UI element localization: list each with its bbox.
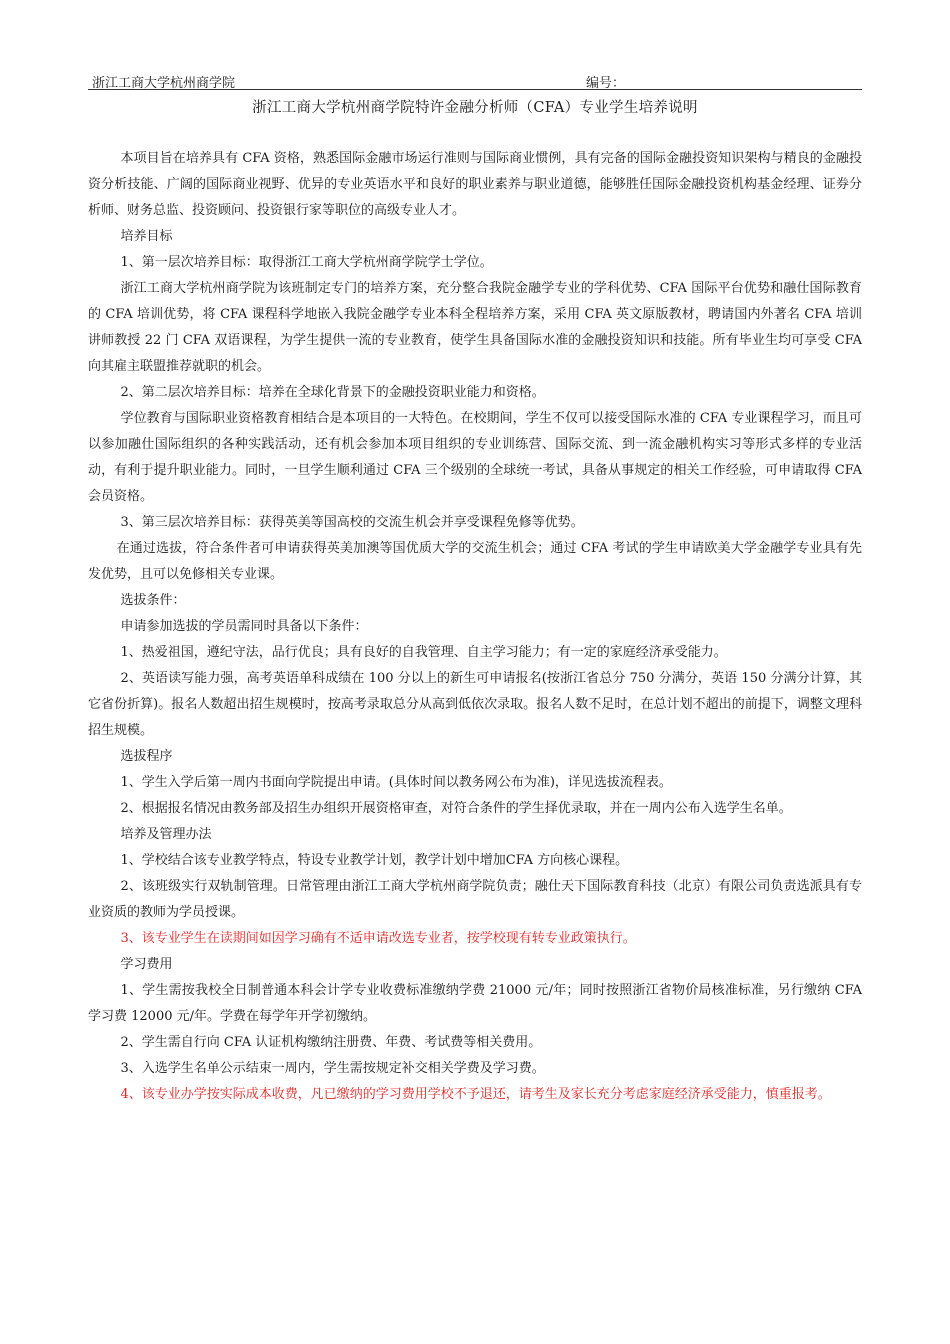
- management-item-2: 2、该班级实行双轨制管理。日常管理由浙江工商大学杭州商学院负责；融仕天下国际教育科技（北京）有限公司负责选派具有专业资质的教师为学员授课。: [88, 879, 862, 920]
- section-heading-procedure: 选拔程序: [120, 749, 173, 764]
- document-body: [88, 146, 862, 1108]
- criteria-intro: 申请参加选拔的学员需同时具备以下条件：: [120, 619, 368, 634]
- fees-item-1: 1、学生需按我校全日制普通本科会计学专业收费标准缴纳学费 21000 元/年；同时按照浙江省物价局核准标准，另行缴纳 CFA 学习费 12000 元/年。学费在每学年开学初缴纳。: [88, 983, 862, 1024]
- fees-item-3: 3、入选学生名单公示结束一周内，学生需按规定补交相关学费及学习费。: [120, 1061, 545, 1076]
- procedure-item-1: 1、学生入学后第一周内书面向学院提出申请。(具体时间以教务网公布为准)，详见选拔流程表。: [120, 775, 672, 790]
- page-header: [88, 70, 862, 90]
- intro-paragraph: 本项目旨在培养具有 CFA 资格，熟悉国际金融市场运行准则与国际商业惯例，具有完备的国际金融投资知识架构与精良的金融投资分析技能、广阔的国际商业视野、优异的专业英语水平和良好的职业素养与职业道德，能够胜任国际金融投资机构基金经理、证券分析师、财务总监、投资顾问、投资银行家等职位的高级专业人才。: [88, 151, 862, 218]
- goal-level-1-detail: 浙江工商大学杭州商学院为该班制定专门的培养方案，充分整合我院金融学专业的学科优势、CFA 国际平台优势和融仕国际教育的 CFA 培训优势，将 CFA 课程科学地嵌入我院金融学专业本科全程培养方案，采用 CFA 英文原版教材，聘请国内外著名 CFA 培训讲师教授 22 门 CFA 双语课程，为学生提供一流的专业教育，使学生具备国际水准的金融投资知识和技能。所有毕业生均可享受 CFA 向其雇主联盟推荐就职的机会。: [88, 281, 862, 374]
- management-item-1: 1、学校结合该专业教学特点，特设专业教学计划，教学计划中增加CFA 方向核心课程。: [120, 853, 629, 868]
- goal-level-2: 2、第二层次培养目标：培养在全球化背景下的金融投资职业能力和资格。: [120, 385, 545, 400]
- management-item-3-notice: 3、该专业学生在读期间如因学习确有不适申请改选专业者，按学校现有转专业政策执行。: [120, 931, 636, 946]
- criteria-item-1: 1、热爱祖国，遵纪守法，品行优良；具有良好的自我管理、自主学习能力；有一定的家庭经济承受能力。: [120, 645, 727, 660]
- procedure-item-2: 2、根据报名情况由教务部及招生办组织开展资格审查，对符合条件的学生择优录取，并在一周内公布入选学生名单。: [120, 801, 792, 816]
- section-heading-management: 培养及管理办法: [120, 827, 212, 842]
- goal-level-3-detail: 在通过选拔，符合条件者可申请获得英美加澳等国优质大学的交流生机会；通过 CFA 考试的学生申请欧美大学金融学专业具有先发优势，且可以免修相关专业课。: [88, 541, 862, 582]
- document-title: 浙江工商大学杭州商学院特许金融分析师（CFA）专业学生培养说明: [252, 100, 698, 116]
- fees-item-2: 2、学生需自行向 CFA 认证机构缴纳注册费、年费、考试费等相关费用。: [120, 1035, 542, 1050]
- section-heading-criteria: 选拔条件：: [120, 593, 186, 608]
- goal-level-3: 3、第三层次培养目标：获得英美等国高校的交流生机会并享受课程免修等优势。: [120, 515, 584, 530]
- header-divider: [88, 89, 862, 90]
- section-heading-goals: 培养目标: [120, 229, 173, 244]
- goal-level-2-detail: 学位教育与国际职业资格教育相结合是本项目的一大特色。在校期间，学生不仅可以接受国际水准的 CFA 专业课程学习，而且可以参加融仕国际组织的各种实践活动，还有机会参加本项目组织的专业训练营、国际交流、到一流金融机构实习等形式多样的专业活动，有利于提升职业能力。同时，一旦学生顺利通过 CFA 三个级别的全球统一考试，具备从事规定的相关工作经验，可申请取得 CFA 会员资格。: [88, 411, 862, 504]
- fees-item-4-notice: 4、该专业办学按实际成本收费，凡已缴纳的学习费用学校不予退还，请考生及家长充分考虑家庭经济承受能力，慎重报考。: [120, 1087, 831, 1102]
- goal-level-1: 1、第一层次培养目标：取得浙江工商大学杭州商学院学士学位。: [120, 255, 493, 270]
- header-institution: 浙江工商大学杭州商学院: [92, 76, 236, 91]
- header-serial-label: 编号：: [586, 76, 626, 91]
- criteria-item-2: 2、英语读写能力强，高考英语单科成绩在 100 分以上的新生可申请报名(按浙江省总分 750 分满分，英语 150 分满分计算，其它省份折算)。报名人数超出招生规模时，按高考录取总分从高到低依次录取。报名人数不足时，在总计划不超出的前提下，调整文理科招生规模。: [88, 671, 862, 738]
- section-heading-fees: 学习费用: [120, 957, 173, 972]
